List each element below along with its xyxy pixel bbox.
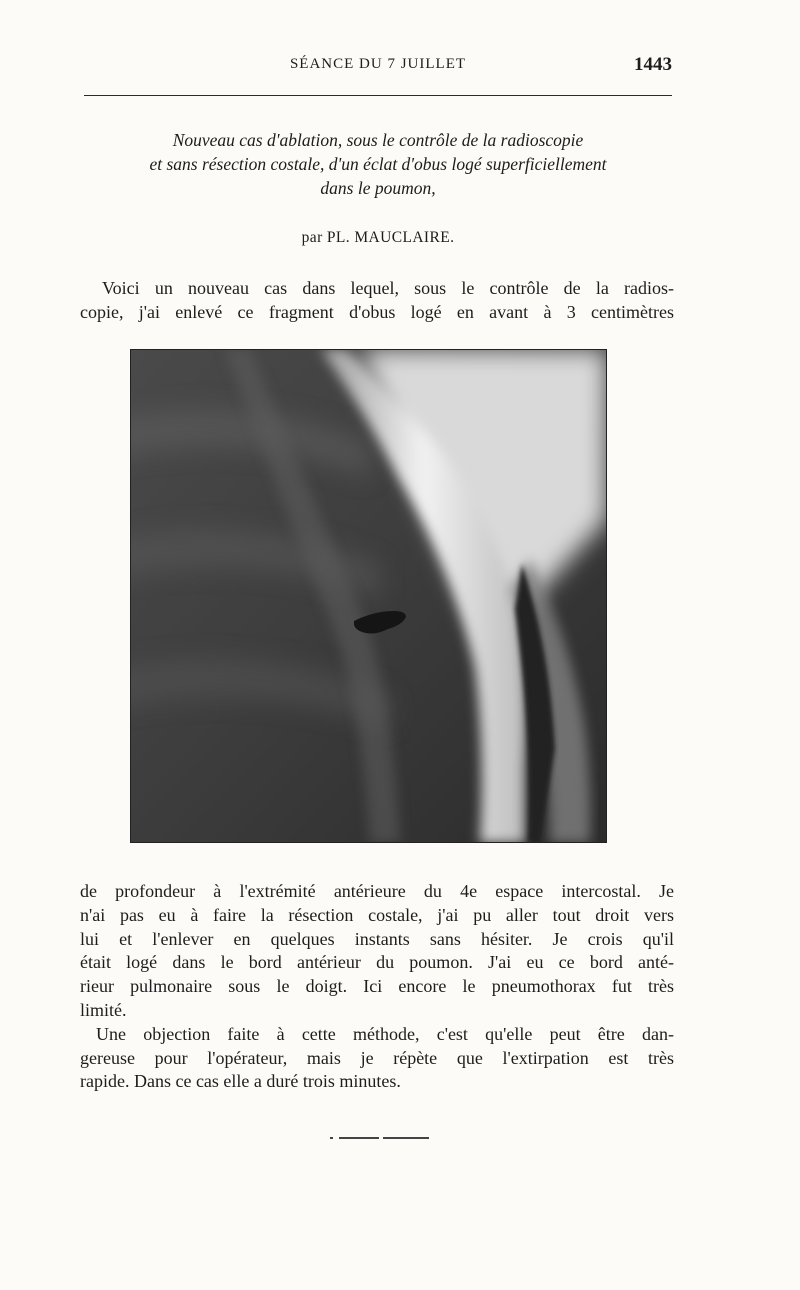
running-head (84, 56, 672, 80)
text-line: Voici un nouveau cas dans lequel, sous le contrôle de la radios- (102, 278, 674, 298)
title-line: et sans résection costale, d'un éclat d'obus logé superficiellement (149, 154, 607, 174)
text-line: lui et l'enlever en quelques instants sans hésiter. Je crois qu'il (80, 928, 674, 949)
text-line: rapide. Dans ce cas elle a duré trois minutes. (80, 1071, 401, 1092)
article-title (80, 128, 676, 200)
end-ornament (330, 1136, 430, 1140)
text-line: copie, j'ai enlevé ce fragment d'obus logé en avant à 3 centimètres (80, 302, 674, 322)
page-number: 1443 (634, 54, 672, 75)
text-line: n'ai pas eu à faire la résection costale, j'ai pu aller tout droit vers (80, 904, 674, 925)
header-rule (84, 95, 672, 96)
body-paragraph (80, 880, 674, 1094)
text-line: gereuse pour l'opérateur, mais je répète que l'extirpation est très (80, 1047, 674, 1068)
text-line: de profondeur à l'extrémité antérieure du 4e espace intercostal. Je (80, 881, 674, 901)
running-title: SÉANCE DU 7 JUILLET (289, 56, 467, 72)
text-line: était logé dans le bord antérieur du poumon. J'ai eu ce bord anté- (80, 952, 674, 973)
title-line: Nouveau cas d'ablation, sous le contrôle de la radioscopie (172, 130, 584, 150)
author-byline: par PL. MAUCLAIRE. (301, 229, 455, 246)
text-line: limité. (80, 999, 127, 1020)
ornament-dot (330, 1137, 333, 1139)
ornament-dash (383, 1137, 429, 1139)
title-line: dans le poumon, (320, 178, 436, 198)
radiograph-figure (130, 349, 607, 843)
ornament-dash (339, 1137, 379, 1139)
text-line: Une objection faite à cette méthode, c'est qu'elle peut être dan- (96, 1023, 674, 1044)
intro-paragraph (80, 276, 674, 324)
text-line: rieur pulmonaire sous le doigt. Ici encore le pneumothorax fut très (80, 976, 674, 997)
